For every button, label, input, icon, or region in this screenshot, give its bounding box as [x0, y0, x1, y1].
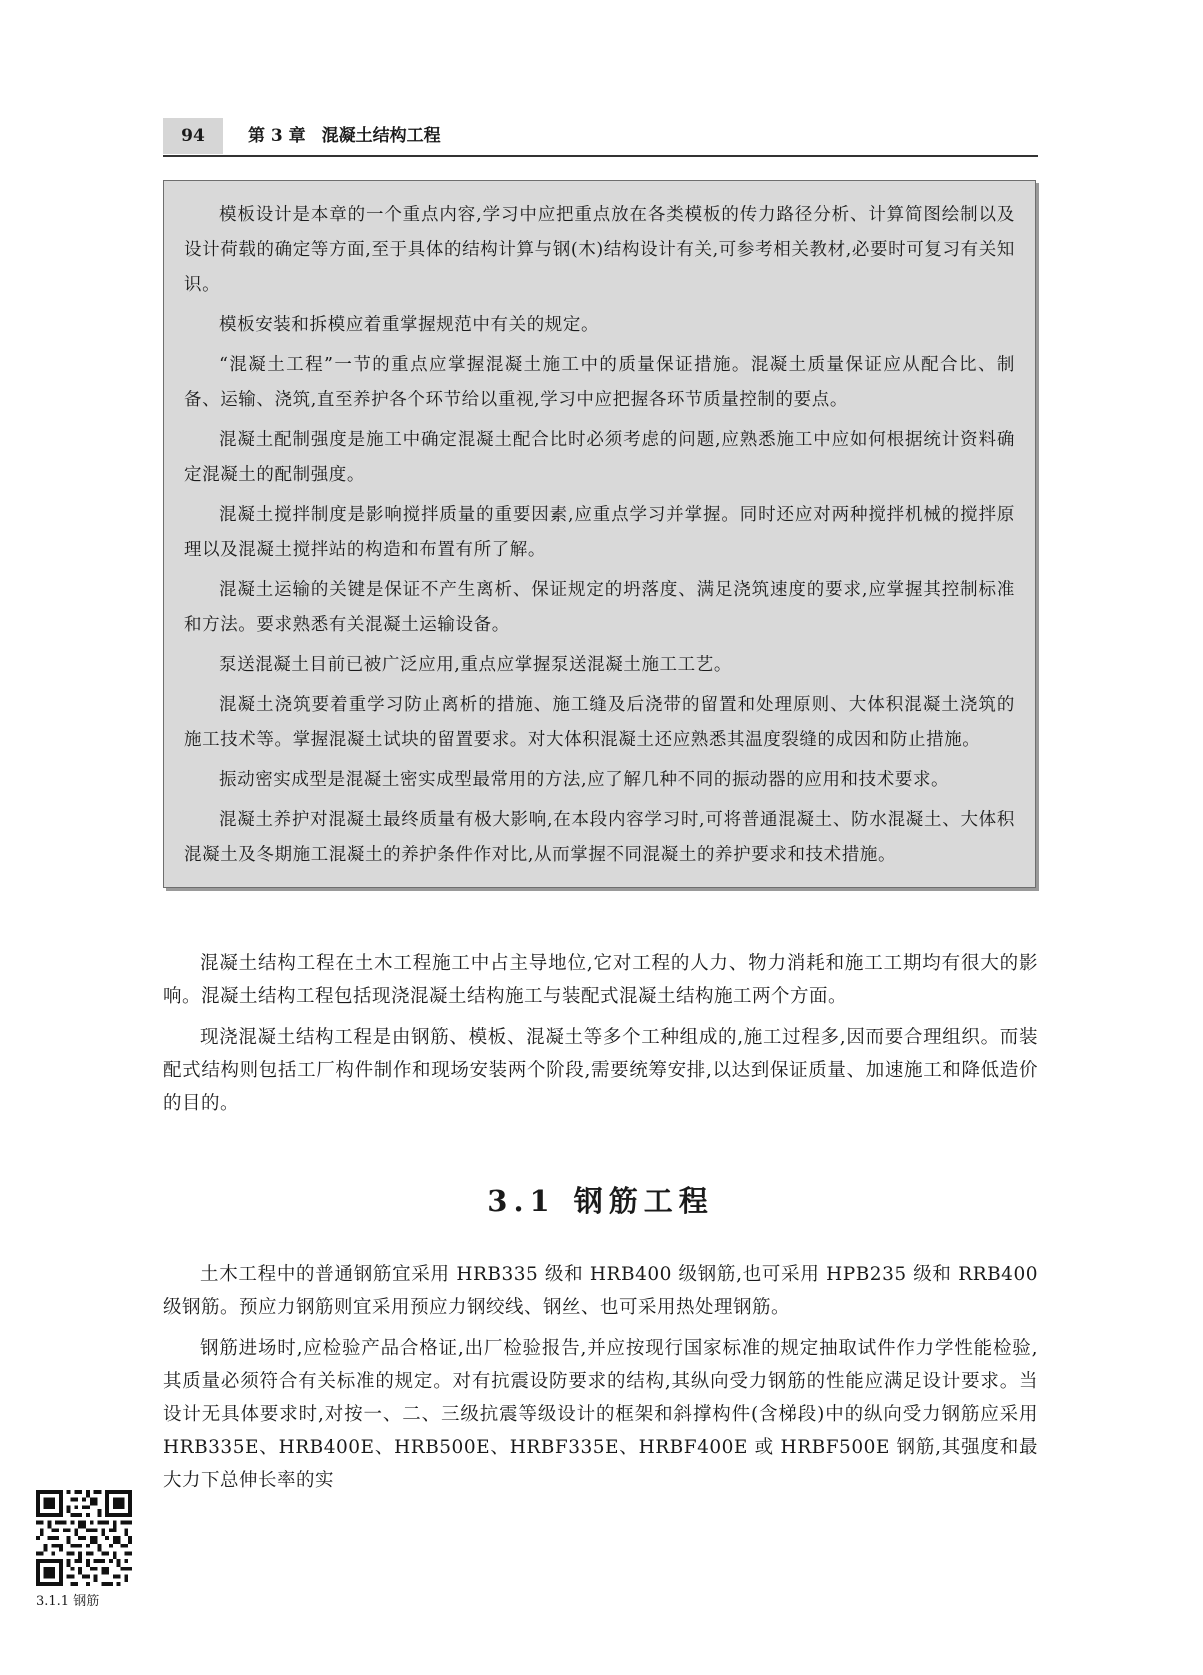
- qr-code-block: [36, 1490, 136, 1612]
- section-body: [163, 1258, 1038, 1505]
- section-paragraph: 土木工程中的普通钢筋宜采用 HRB335 级和 HRB400 级钢筋,也可采用 HPB235 级和 RRB400 级钢筋。预应力钢筋则宜采用预应力钢绞线、钢丝、也可采用热处理钢筋。: [163, 1264, 1038, 1318]
- summary-paragraph: 振动密实成型是混凝土密实成型最常用的方法,应了解几种不同的振动器的应用和技术要求。: [219, 770, 950, 790]
- summary-paragraph: 混凝土浇筑要着重学习防止离析的措施、施工缝及后浇带的留置和处理原则、大体积混凝土浇筑的施工技术等。掌握混凝土试块的留置要求。对大体积混凝土还应熟悉其温度裂缝的成因和防止措施。: [184, 695, 1015, 750]
- summary-paragraph: 泵送混凝土目前已被广泛应用,重点应掌握泵送混凝土施工工艺。: [219, 655, 732, 675]
- summary-paragraph: 混凝土搅拌制度是影响搅拌质量的重要因素,应重点学习并掌握。同时还应对两种搅拌机械的搅拌原理以及混凝土搅拌站的构造和布置有所了解。: [184, 505, 1015, 560]
- section-paragraph: 钢筋进场时,应检验产品合格证,出厂检验报告,并应按现行国家标准的规定抽取试件作力学性能检验,其质量必须符合有关标准的规定。对有抗震设防要求的结构,其纵向受力钢筋的性能应满足设计要求。当设计无具体要求时,对按一、二、三级抗震等级设计的框架和斜撑构件(含梯段)中的纵向受力钢筋应采用 HRB335E、HRB400E、HRB500E、HRBF335E、HRBF400E 或 HRBF500E 钢筋,其强度和最大力下总伸长率的实: [163, 1338, 1038, 1491]
- summary-paragraph: 混凝土养护对混凝土最终质量有极大影响,在本段内容学习时,可将普通混凝土、防水混凝土、大体积混凝土及冬期施工混凝土的养护条件作对比,从而掌握不同混凝土的养护要求和技术措施。: [184, 810, 1015, 865]
- running-header: [163, 118, 1038, 156]
- chapter-summary-box: [163, 180, 1036, 888]
- chapter-heading: [248, 118, 441, 154]
- page-number: 94: [163, 118, 223, 154]
- summary-paragraph: 模板设计是本章的一个重点内容,学习中应把重点放在各类模板的传力路径分析、计算简图绘制以及设计荷载的确定等方面,至于具体的结构计算与钢(木)结构设计有关,可参考相关教材,必要时可复习有关知识。: [184, 205, 1015, 295]
- chapter-label: 第 3 章: [248, 126, 306, 146]
- qr-caption: 3.1.1 钢筋: [36, 1594, 100, 1609]
- intro-text: [163, 947, 1038, 1128]
- summary-paragraph: 模板安装和拆模应着重掌握规范中有关的规定。: [219, 315, 600, 335]
- intro-paragraph: 混凝土结构工程在土木工程施工中占主导地位,它对工程的人力、物力消耗和施工工期均有很大的影响。混凝土结构工程包括现浇混凝土结构施工与装配式混凝土结构施工两个方面。: [163, 953, 1038, 1007]
- summary-paragraph: “混凝土工程”一节的重点应掌握混凝土施工中的质量保证措施。混凝土质量保证应从配合比、制备、运输、浇筑,直至养护各个环节给以重视,学习中应把握各环节质量控制的要点。: [184, 355, 1015, 410]
- section-heading: [163, 1180, 1038, 1222]
- section-number: 3.1: [487, 1184, 556, 1218]
- header-rule: [163, 155, 1038, 157]
- summary-paragraph: 混凝土运输的关键是保证不产生离析、保证规定的坍落度、满足浇筑速度的要求,应掌握其控制标准和方法。要求熟悉有关混凝土运输设备。: [184, 580, 1015, 635]
- intro-paragraph: 现浇混凝土结构工程是由钢筋、模板、混凝土等多个工种组成的,施工过程多,因而要合理组织。而装配式结构则包括工厂构件制作和现场安装两个阶段,需要统筹安排,以达到保证质量、加速施工和降低造价的目的。: [163, 1027, 1038, 1114]
- section-title: 钢筋工程: [573, 1184, 714, 1218]
- summary-paragraph: 混凝土配制强度是施工中确定混凝土配合比时必须考虑的问题,应熟悉施工中应如何根据统计资料确定混凝土的配制强度。: [184, 430, 1015, 485]
- chapter-title: 混凝土结构工程: [321, 126, 441, 146]
- qr-code-icon[interactable]: [36, 1490, 132, 1586]
